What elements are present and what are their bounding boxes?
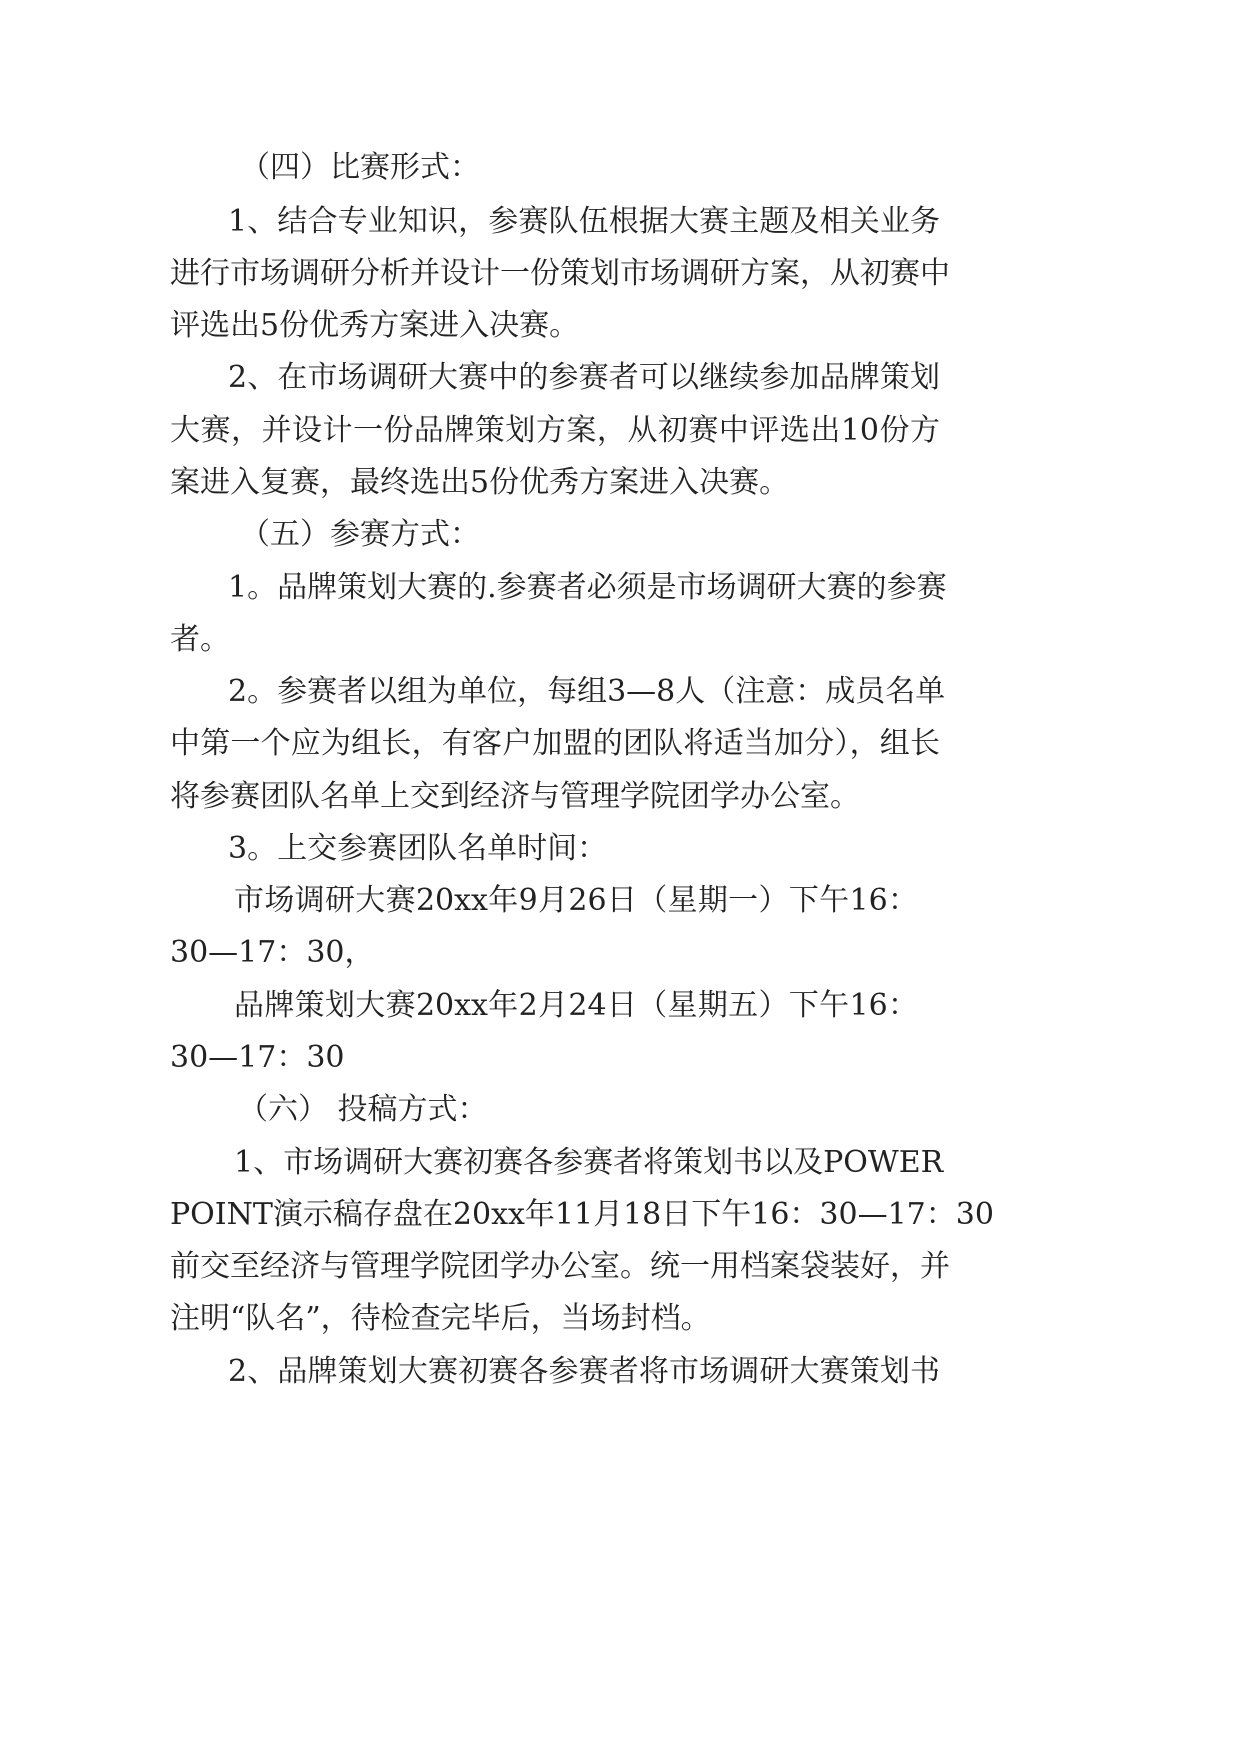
schedule-line: 30—17：30， [170, 935, 375, 970]
paragraph-line: POINT演示稿存盘在20xx年11月18日下午16：30—17：30 [170, 1197, 994, 1232]
paragraph-line: 3。上交参赛团队名单时间： [228, 831, 608, 866]
paragraph-line: 2。参赛者以组为单位，每组3—8人（注意：成员名单 [228, 674, 946, 709]
paragraph-line: 2、品牌策划大赛初赛各参赛者将市场调研大赛策划书 [228, 1354, 940, 1389]
schedule-line: 市场调研大赛20xx年9月26日（星期一）下午16： [234, 883, 918, 918]
paragraph-line: 案进入复赛，最终选出5份优秀方案进入决赛。 [170, 465, 790, 500]
paragraph-line: 评选出5份优秀方案进入决赛。 [170, 308, 580, 343]
schedule-line: 30—17：30 [170, 1040, 345, 1075]
paragraph-line: 中第一个应为组长，有客户加盟的团队将适当加分），组长 [170, 726, 940, 761]
paragraph-line: 1。品牌策划大赛的.参赛者必须是市场调研大赛的参赛 [228, 570, 947, 605]
paragraph-line: 注明“队名”，待检查完毕后，当场封档。 [170, 1301, 711, 1336]
paragraph-line: 前交至经济与管理学院团学办公室。统一用档案袋装好，并 [170, 1249, 950, 1284]
paragraph-line: 进行市场调研分析并设计一份策划市场调研方案，从初赛中 [170, 256, 950, 291]
paragraph-line: 1、市场调研大赛初赛各参赛者将策划书以及POWER [234, 1145, 944, 1180]
paragraph-line: 1、结合专业知识，参赛队伍根据大赛主题及相关业务 [228, 204, 940, 239]
schedule-line: 品牌策划大赛20xx年2月24日（星期五）下午16： [234, 988, 918, 1023]
paragraph-line: 者。 [170, 622, 230, 657]
section-heading-method: （五）参赛方式： [240, 517, 480, 552]
section-heading-submission: （六） 投稿方式： [238, 1092, 488, 1127]
paragraph-line: 将参赛团队名单上交到经济与管理学院团学办公室。 [170, 779, 860, 814]
paragraph-line: 2、在市场调研大赛中的参赛者可以继续参加品牌策划 [228, 360, 940, 395]
section-heading-format: （四）比赛形式： [240, 150, 480, 185]
paragraph-line: 大赛，并设计一份品牌策划方案，从初赛中评选出10份方 [170, 413, 940, 448]
